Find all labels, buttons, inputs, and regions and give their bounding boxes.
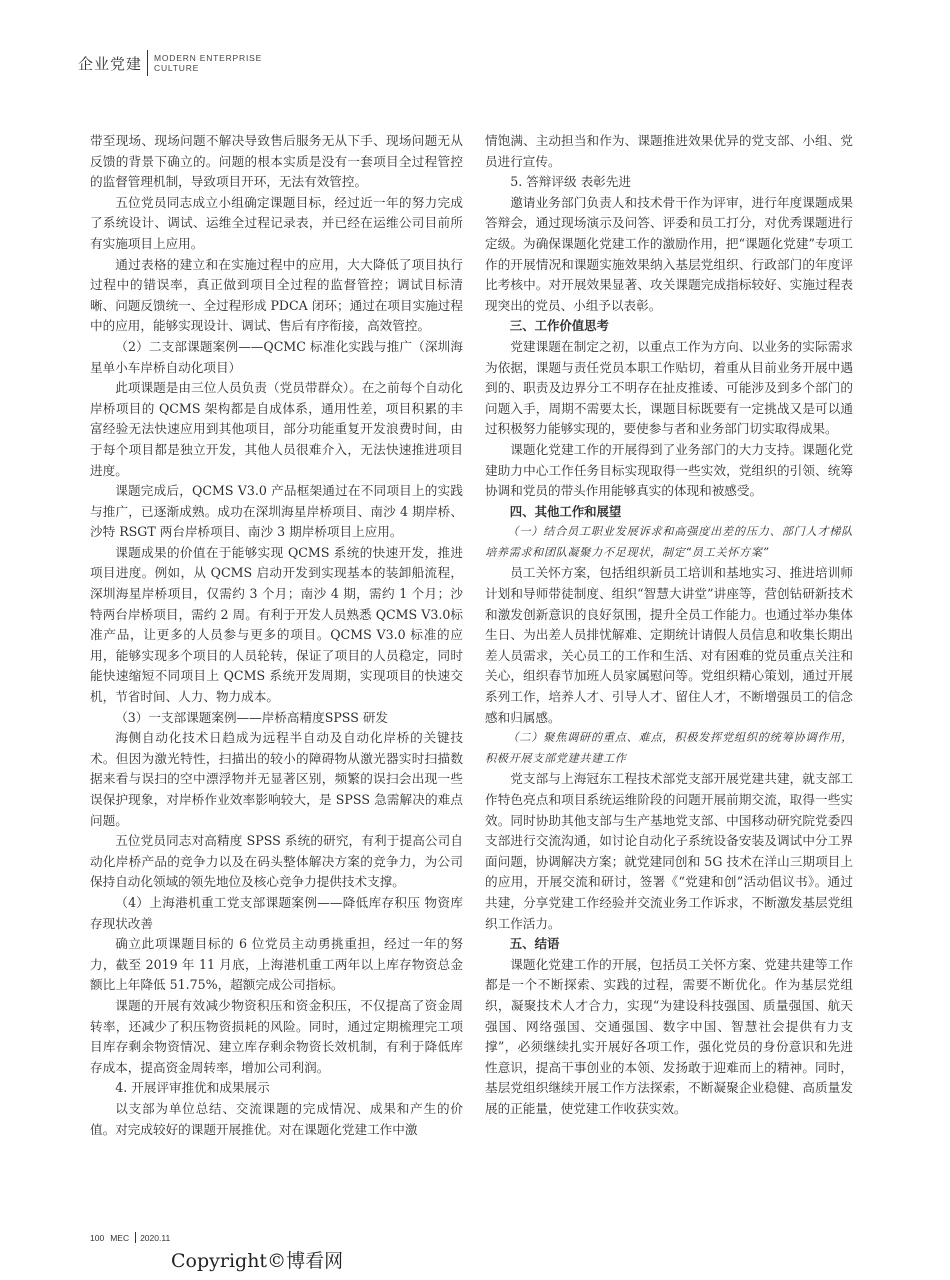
paragraph: 党支部与上海冠东工程技术部党支部开展党建共建，就支部工作特色亮点和项目系统运维阶段的问题开展前期交流，取得一些实效。同时协助其他支部与生产基地党支部、中国移动研究院党委四支部进行交流沟通，如讨论自动化子系统设备安装及调试中分工界面问题，协调解决方案；就党建同创和 5G 技术在洋山三期项目上的应用，开展交流和研讨，签署《“党建和创”活动倡议书》。通过共建，分享党建工作经验并交流业务工作诉求，不断激发基层党组织工作活力。: [485, 771, 853, 931]
section-title-english-line1: MODERN ENTERPRISE: [154, 53, 263, 63]
paragraph: 课题完成后，QCMS V3.0 产品框架通过在不同项目上的实践与推广，已逐渐成熟。成功在深圳海星岸桥项目、南沙 4 期岸桥、沙特 RSGT 两台岸桥项目、南沙 3 期岸桥项目上应用。: [90, 483, 463, 540]
magazine-name: MEC: [110, 1232, 130, 1243]
section-title-english: [154, 53, 262, 73]
issue-date: 2020.11: [140, 1232, 171, 1243]
paragraph: 课题成果的价值在于能够实现 QCMS 系统的快速开发，推进项目进度。例如，从 QCMS 启动开发到实现基本的装卸船流程，深圳海星岸桥项目，仅需约 3 个月；南沙 4 期，需约 1 个月；沙特两台岸桥项目，需约 2 周。有利于开发人员熟悉 QCMS V3.0标准产品，让更多的人员参与更多的项目。QCMS V3.0 标准的应用，能够实现多个项目的人员轮转，保证了项目的人员稳定，同时能快速缩短不同项目上 QCMS 系统开发周期，实现项目的快速交机，节省时间、人力、物力成本。: [90, 544, 463, 705]
section-heading: 五、结语: [509, 936, 560, 952]
paragraph: 课题化党建工作的开展得到了业务部门的大力支持。课题化党建助力中心工作任务目标实现取得一些实效，党组织的引领、统筹协调和党员的带头作用能够真实的体现和被感受。: [485, 441, 853, 499]
page-footer: [90, 1232, 170, 1243]
paragraph: 通过表格的建立和在实施过程中的应用，大大降低了项目执行过程中的错误率，真正做到项目全过程的监督管控；调试目标清晰、问题反馈统一、全过程形成 PDCA 闭环；通过在项目实施过程中的应用，能够实现设计、调试、售后有序衔接，高效管控。: [90, 256, 463, 334]
section-title-english-line2: CULTURE: [154, 63, 200, 73]
section-heading: 四、其他工作和展望: [509, 503, 622, 519]
paragraph: （2）二支部课题案例——QCMC 标准化实践与推广（深圳海星单小车岸桥自动化项目）: [90, 338, 463, 375]
paragraph: 4. 开展评审推优和成果展示: [115, 1080, 270, 1096]
footer-divider: [135, 1232, 136, 1243]
paragraph: 五位党员同志对高精度 SPSS 系统的研究，有利于提高公司自动化岸桥产品的竞争力以及在码头整体解决方案的竞争力，为公司保持自动化领域的领先地位及核心竞争力提供技术支撑。: [90, 833, 463, 890]
paragraph: 以支部为单位总结、交流课题的完成情况、成果和产生的价值。对完成较好的课题开展推优。对在课题化党建工作中激: [90, 1100, 463, 1137]
subsection-heading: （一）结合员工职业发展诉求和高强度出差的压力、部门人才梯队培养需求和团队凝聚力不足现状，制定“员工关怀方案”: [485, 525, 853, 559]
paragraph: 确立此项课题目标的 6 位党员主动勇挑重担，经过一年的努力，截至 2019 年 11 月底，上海港机重工两年以上库存物资总金额比上年降低 51.75%，超额完成公司指标。: [90, 936, 463, 993]
paragraph: 此项课题是由三位人员负责（党员带群众）。在之前每个自动化岸桥项目的 QCMS 架构都是自成体系，通用性差，项目积累的丰富经验无法快速应用到其他项目，部分功能重复开发浪费时间，由于每个项目都是独立开发，其他人员很难介入，无法快速推进项目进度。: [90, 380, 463, 478]
section-title: 企业党建: [78, 54, 143, 73]
masthead: [78, 48, 262, 78]
paragraph: 带至现场、现场问题不解决导致售后服务无从下手、现场问题无从反馈的背景下确立的。问题的根本实质是没有一套项目全过程管控的监督管理机制，导致项目开环，无法有效管控。: [90, 133, 463, 190]
paragraph: 海侧自动化技术日趋成为远程半自动及自动化岸桥的关键技术。但因为激光特性，扫描出的较小的障碍物从激光器实时扫描数据来看与误扫的空中漂浮物并无显著区别，频繁的误扫会出现一些误保护现象，对岸桥作业效率影响较大，是 SPSS 急需解决的难点问题。: [90, 730, 463, 828]
subsection-heading: （二）聚焦调研的重点、难点，积极发挥党组织的统筹协调作用，积极开展支部党建共建工作: [485, 731, 853, 765]
paragraph: 5. 答辩评级 表彰先进: [510, 174, 631, 190]
section-heading: 三、工作价值思考: [509, 318, 609, 334]
paragraph: 课题的开展有效减少物资积压和资金积压，不仅提高了资金周转率，还减少了积压物资损耗的风险。同时，通过定期梳理完工项目库存剩余物资情况、建立库存剩余物资长效机制，有利于降低库存成本，提高资金周转率，增加公司利润。: [90, 997, 463, 1075]
paragraph: 课题化党建工作的开展，包括员工关怀方案、党建共建等工作都是一个不断探索、实践的过程，需要不断优化。作为基层党组织，凝聚技术人才合力，实现“为建设科技强国、质量强国、航天强国、网络强国、交通强国、数字中国、智慧社会提供有力支撑”，必须继续扎实开展好各项工作，强化党员的身份意识和先进性意识，提高干事创业的本领、发扬敢于迎难而上的精神。同时，基层党组织继续开展工作方法探索，不断凝聚企业稳健、高质量发展的正能量，使党建工作收获实效。: [485, 956, 853, 1116]
masthead-divider: [147, 50, 148, 76]
page-number: 100: [90, 1232, 105, 1243]
paragraph: （3）一支部课题案例——岸桥高精度SPSS 研发: [115, 709, 389, 725]
copyright-watermark: Copyright©博看网: [171, 1250, 344, 1272]
paragraph: 员工关怀方案，包括组织新员工培训和基地实习、推进培训师计划和导师带徒制度、组织“智慧大讲堂”讲座等，营创钻研新技术和激发创新意识的良好氛围，提升全员工作能力。也通过举办集体生日、为出差人员排忧解难、定期统计请假人员信息和收集长期出差人员需求，关心员工的工作和生活、对有困难的党员重点关注和关心，组织春节加班人员家属慰问等。党组织精心策划，通过开展系列工作，培养人才、引导人才、留住人才，不断增强员工的信念感和归属感。: [485, 565, 853, 725]
paragraph: （4）上海港机重工党支部课题案例——降低库存积压 物资库存现状改善: [90, 894, 463, 931]
article-right-column: [485, 131, 853, 1120]
paragraph: 五位党员同志成立小组确定课题目标，经过近一年的努力完成了系统设计、调试、运维全过程记录表，并已经在运维公司目前所有实施项目上应用。: [90, 194, 463, 251]
paragraph: 党建课题在制定之初，以重点工作为方向、以业务的实际需求为依据，课题与责任党员本职工作贴切，着重从目前业务开展中遇到的、职责及边界分工不明存在扯皮推诿、可能涉及到多个部门的问题入手，周期不需要太长，课题目标既要有一定挑战又是可以通过积极努力能够实现的，要使参与者和业务部门切实取得成果。: [485, 338, 853, 437]
paragraph: 情饱满、主动担当和作为、课题推进效果优异的党支部、小组、党员进行宣传。: [485, 133, 853, 169]
article-left-column: [90, 131, 463, 1140]
paragraph: 邀请业务部门负责人和技术骨干作为评审，进行年度课题成果答辩会，通过现场演示及问答、评委和员工打分，对优秀课题进行定级。为确保课题化党建工作的激励作用，把“课题化党建”专项工作的开展情况和课题实施效果纳入基层党组织、行政部门的年度评比考核中。对开展效果显著、攻关课题完成指标较好、实施过程表现突出的党员、小组予以表彰。: [485, 194, 853, 313]
